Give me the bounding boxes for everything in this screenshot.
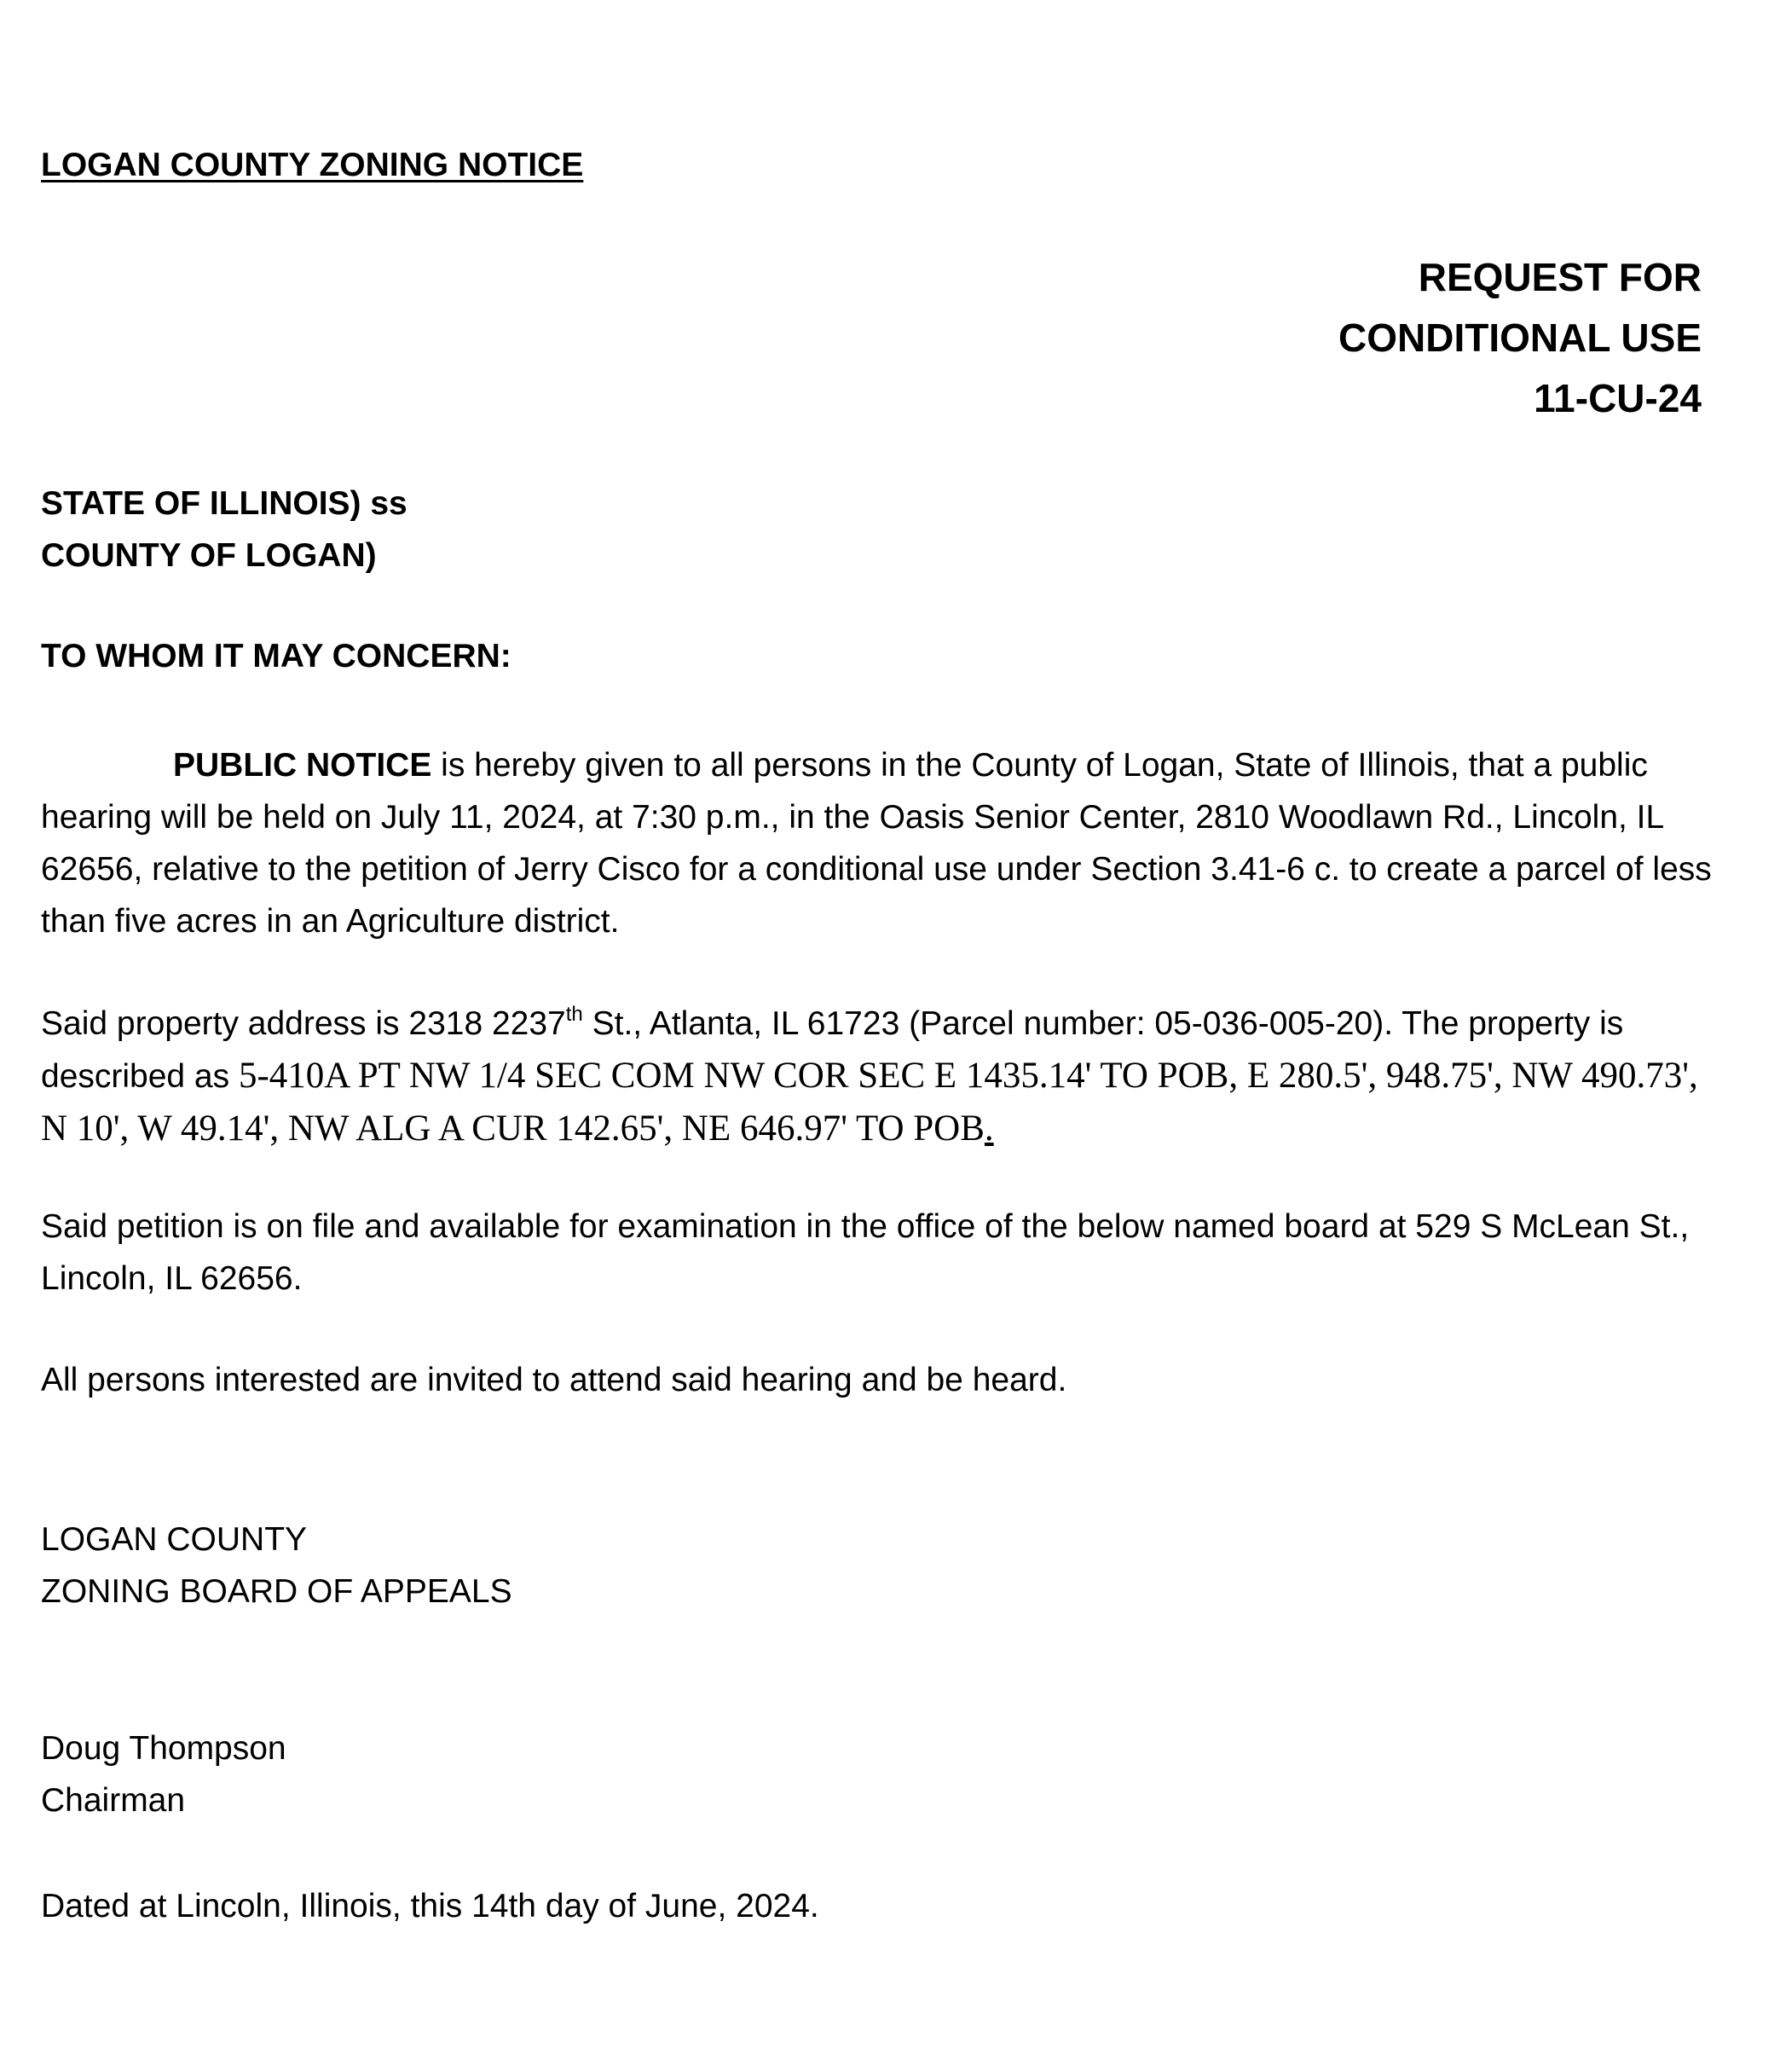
- notice-title: LOGAN COUNTY ZONING NOTICE: [41, 147, 584, 183]
- invitation-paragraph: All persons interested are invited to attend said hearing and be heard.: [41, 1362, 1067, 1398]
- board-block: [41, 1513, 512, 1618]
- legal-description-period: .: [984, 1108, 994, 1149]
- dated-line: Dated at Lincoln, Illinois, this 14th day of June, 2024.: [41, 1888, 819, 1924]
- petition-paragraph: Said petition is on file and available for examination in the office of the below named board at 529 S McLean St., Lincoln, IL 62656.: [41, 1208, 1690, 1297]
- state-line: STATE OF ILLINOIS) ss: [41, 485, 407, 522]
- property-intro: Said property address is 2318 2237: [41, 1005, 566, 1042]
- county-line: COUNTY OF LOGAN): [41, 537, 377, 574]
- signatory-title: Chairman: [41, 1782, 186, 1819]
- property-address-rest: St., Atlanta, IL 61723 (Parcel number: 05-036-005-20). The property is described as: [41, 1005, 1624, 1095]
- board-line-2: ZONING BOARD OF APPEALS: [41, 1573, 512, 1610]
- ordinal-suffix: th: [565, 1003, 583, 1026]
- request-line-2: CONDITIONAL USE: [1338, 315, 1702, 360]
- case-number: 11-CU-24: [1534, 376, 1702, 420]
- property-paragraph: [41, 998, 1712, 1155]
- request-line-1: REQUEST FOR: [1418, 255, 1702, 299]
- legal-description: 5-410A PT NW 1/4 SEC COM NW COR SEC E 1435.14' TO POB, E 280.5', 948.75', NW 490.73', N 10', W 49.14', NW ALG A CUR 142.65', NE 646.97' TO POB: [41, 1056, 1698, 1149]
- public-notice-lead: PUBLIC NOTICE: [173, 747, 432, 784]
- public-notice-paragraph: [41, 739, 1712, 947]
- public-notice-body: is hereby given to all persons in the County of Logan, State of Illinois, that a public hearing will be held on July 11, 2024, at 7:30 p.m., in the Oasis Senior Center, 2810 Woodlawn Rd., Lincoln, IL 62656, relative to the petition of Jerry Cisco for a conditional use under Section 3.41-6 c. to create a parcel of less than five acres in an Agriculture district.: [41, 747, 1712, 940]
- board-line-1: LOGAN COUNTY: [41, 1521, 308, 1558]
- request-heading: [1338, 247, 1702, 429]
- salutation: TO WHOM IT MAY CONCERN:: [41, 638, 511, 674]
- venue-block: [41, 477, 407, 582]
- signatory-block: [41, 1722, 286, 1826]
- signatory-name: Doug Thompson: [41, 1730, 286, 1767]
